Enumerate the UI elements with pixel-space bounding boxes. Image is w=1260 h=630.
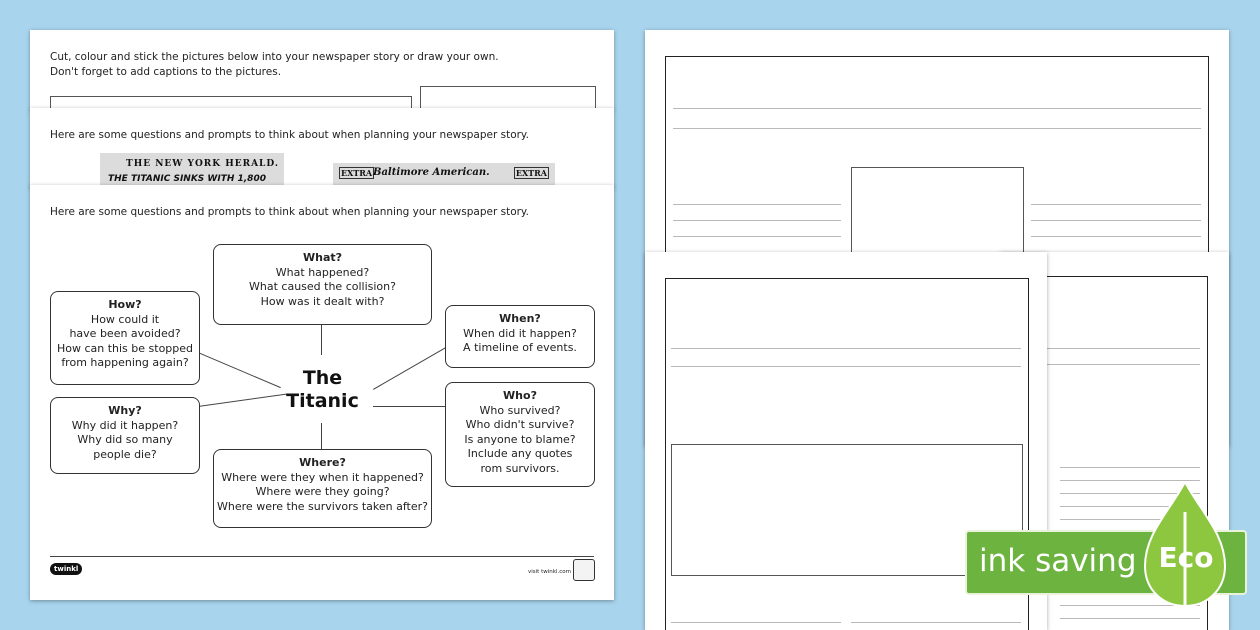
worksheet-pictures xyxy=(30,30,614,110)
why-line: Why did it happen? xyxy=(71,418,179,432)
footer-divider xyxy=(50,556,594,557)
prompts-instruction-back: Here are some questions and prompts to think about when planning your newspaper story. xyxy=(50,129,529,141)
eco-label: Eco xyxy=(1158,541,1214,574)
connector-where xyxy=(321,423,322,449)
text-rule xyxy=(1060,467,1200,468)
where-line: Where were the survivors taken after? xyxy=(217,499,428,513)
where-line: Where were they going? xyxy=(255,485,390,499)
connector-who xyxy=(373,406,446,407)
why-line: Why did so many xyxy=(77,433,173,447)
prompt-box-what xyxy=(213,244,432,325)
text-rule xyxy=(1031,204,1201,205)
baltimore-extra-right: EXTRA xyxy=(515,168,547,178)
what-line: How was it dealt with? xyxy=(260,294,385,308)
pictures-instruction-line1: Cut, colour and stick the pictures below into your newspaper story or draw your own. xyxy=(50,51,499,63)
connector-when xyxy=(373,344,451,390)
who-line: Is anyone to blame? xyxy=(464,432,576,446)
headline-rule xyxy=(671,348,1021,349)
center-line1: The xyxy=(302,367,343,389)
when-line: A timeline of events. xyxy=(463,341,577,355)
who-line: Include any quotes xyxy=(467,447,573,461)
who-line: rom survivors. xyxy=(480,461,560,475)
text-rule xyxy=(673,220,841,221)
text-rule xyxy=(671,622,841,623)
what-line: What caused the collision? xyxy=(249,280,396,294)
center-line2: Titanic xyxy=(286,390,359,412)
when-title: When? xyxy=(499,312,541,325)
how-line: How can this be stopped xyxy=(56,341,194,355)
pictures-instruction-line2: Don't forget to add captions to the pictures. xyxy=(50,66,282,78)
how-line: have been avoided? xyxy=(69,327,181,341)
picture-placeholder-2 xyxy=(420,86,596,110)
worksheet-prompts-back xyxy=(30,108,614,188)
text-rule xyxy=(673,204,841,205)
who-line: Who survived? xyxy=(479,403,561,417)
how-title: How? xyxy=(108,298,142,311)
where-title: Where? xyxy=(299,456,346,469)
what-title: What? xyxy=(302,251,343,264)
where-line: Where were they when it happened? xyxy=(221,470,424,484)
newspaper-clipping-herald xyxy=(100,153,284,188)
who-title: Who? xyxy=(503,389,537,402)
text-rule xyxy=(1031,236,1201,237)
text-rule xyxy=(851,622,1021,623)
how-line: from happening again? xyxy=(61,356,189,370)
prompt-box-how xyxy=(50,291,200,385)
headline-rule xyxy=(673,128,1201,129)
headline-rule xyxy=(671,366,1021,367)
twinkl-logo: twinkl xyxy=(50,563,82,575)
footer-badge-icon xyxy=(573,559,595,581)
prompt-box-why xyxy=(50,397,200,474)
prompt-box-when xyxy=(445,305,595,368)
why-title: Why? xyxy=(108,404,142,417)
why-line: people die? xyxy=(93,447,157,461)
mindmap-center-title xyxy=(270,367,375,413)
mindmap-instruction: Here are some questions and prompts to think about when planning your newspaper story. xyxy=(50,206,529,218)
herald-headline: THE TITANIC SINKS WITH 1,800 xyxy=(108,174,266,184)
text-rule xyxy=(673,236,841,237)
footer-url: visit twinkl.com xyxy=(528,569,571,575)
baltimore-masthead: Baltimore American. xyxy=(373,167,490,178)
connector-how xyxy=(198,352,281,388)
when-line: When did it happen? xyxy=(463,326,577,340)
connector-what xyxy=(321,325,322,355)
herald-masthead: THE NEW YORK HERALD. xyxy=(126,159,279,169)
text-rule xyxy=(1060,480,1200,481)
what-line: What happened? xyxy=(275,265,370,279)
baltimore-extra-left: EXTRA xyxy=(341,168,373,178)
prompt-box-who xyxy=(445,382,595,487)
how-line: How could it xyxy=(90,312,160,326)
text-rule xyxy=(1060,618,1200,619)
headline-rule xyxy=(673,108,1201,109)
ink-saving-label: ink saving xyxy=(979,543,1137,579)
prompt-box-where xyxy=(213,449,432,528)
worksheet-mindmap xyxy=(30,185,614,600)
who-line: Who didn't survive? xyxy=(465,418,575,432)
text-rule xyxy=(1031,220,1201,221)
